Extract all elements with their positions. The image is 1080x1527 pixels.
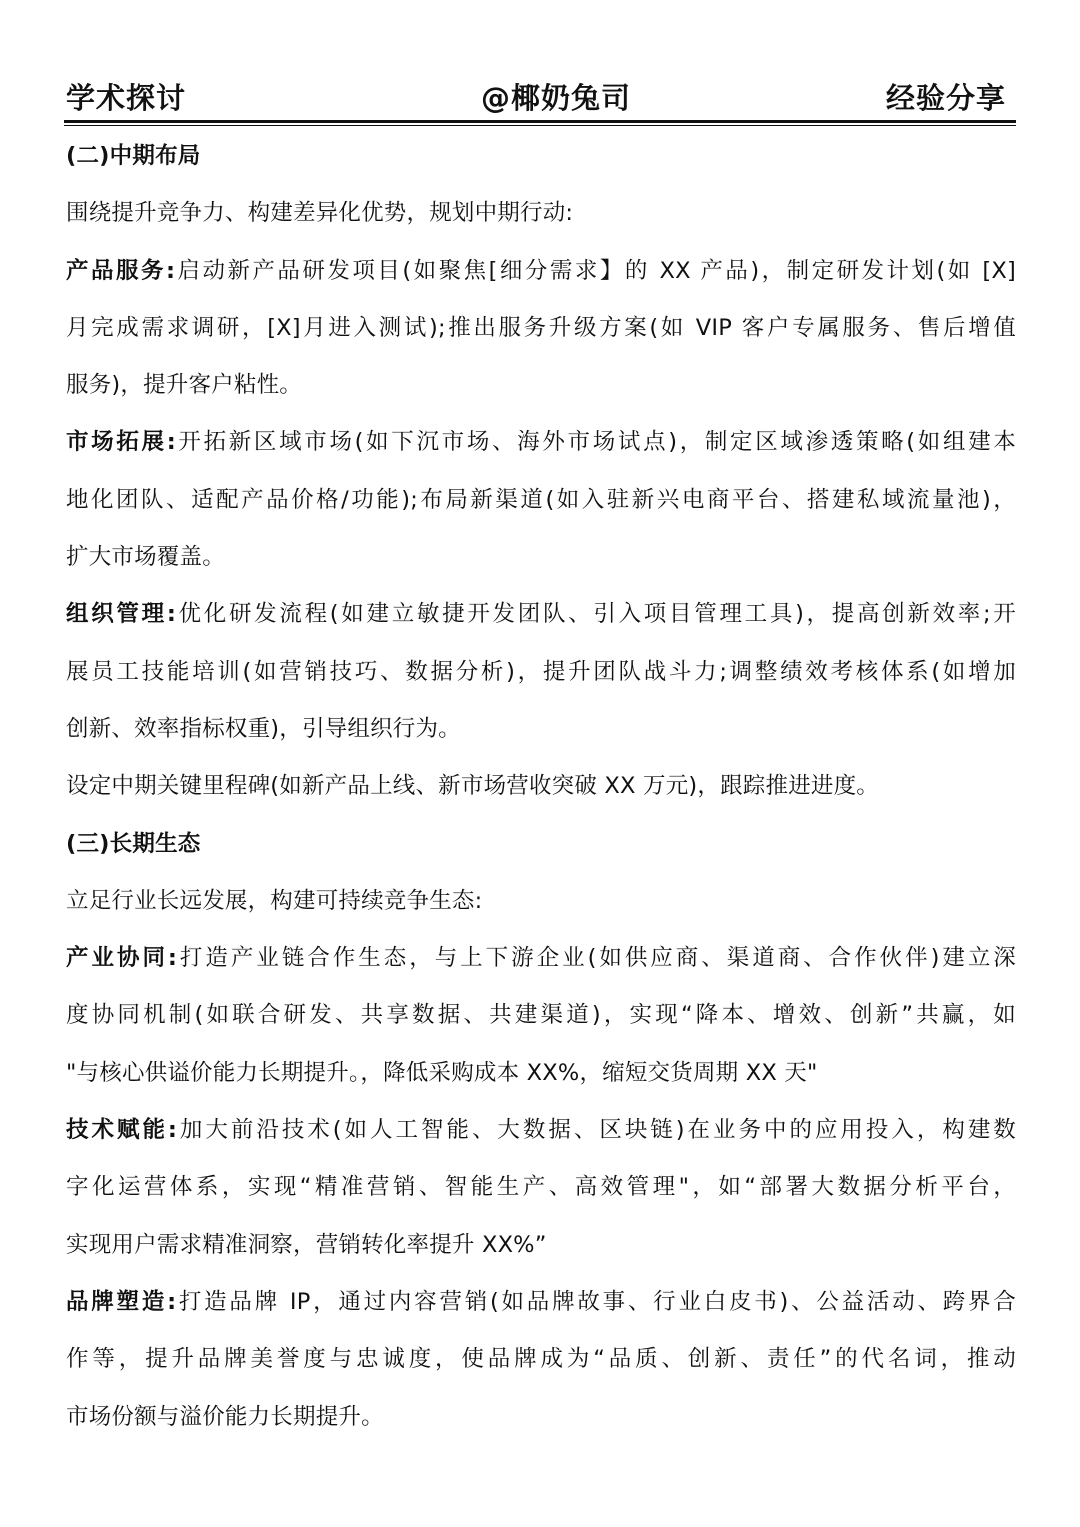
paragraph-line bbox=[66, 930, 1016, 987]
paragraph-lead: 品牌塑造: bbox=[66, 1288, 177, 1315]
paragraph-lead: 组织管理: bbox=[66, 601, 177, 628]
paragraph-tech-enablement bbox=[66, 1102, 1026, 1274]
paragraph-line bbox=[66, 1274, 1016, 1331]
header-rule-thick bbox=[64, 120, 1016, 123]
paragraph-line: 月完成需求调研，[X]月进入测试);推出服务升级方案(如 VIP 客户专属服务、售后增值 bbox=[66, 314, 1016, 341]
section-heading-longterm: (三)长期生态 bbox=[66, 830, 201, 857]
section-heading-midterm: (二)中期布局 bbox=[66, 143, 201, 169]
section-intro-midterm: 围绕提升竞争力、构建差异化优势，规划中期行动: bbox=[66, 200, 574, 227]
paragraph-line: 服务)，提升客户粘性。 bbox=[66, 372, 302, 399]
section-intro-longterm: 立足行业长远发展，构建可持续竞争生态: bbox=[66, 887, 483, 914]
paragraph-brand-building bbox=[66, 1274, 1026, 1446]
paragraph-milestone: 设定中期关键里程碑(如新产品上线、新市场营收突破 XX 万元)，跟踪推进进度。 bbox=[66, 773, 879, 800]
header-author: @椰奶兔司 bbox=[481, 81, 632, 115]
paragraph-lead: 市场拓展: bbox=[66, 429, 176, 456]
paragraph-text: 启动新产品研发项目(如聚焦[细分需求】的 XX 产品)，制定研发计划(如 [X] bbox=[175, 257, 1016, 284]
header-right-label: 经验分享 bbox=[885, 81, 1006, 115]
paragraph-text: 打造产业链合作生态，与上下游企业(如供应商、渠道商、合作伙伴)建立深 bbox=[177, 945, 1016, 972]
paragraph-lead: 产业协同: bbox=[66, 945, 178, 972]
paragraph-line: 展员工技能培训(如营销技巧、数据分析)，提升团队战斗力;调整绩效考核体系(如增加 bbox=[66, 658, 1016, 685]
paragraph-line: "与核心供谥价能力长期提升。，降低采购成本 XX%，缩短交货周期 XX 天" bbox=[66, 1059, 818, 1086]
paragraph-line bbox=[66, 586, 1016, 643]
paragraph-line: 扩大市场覆盖。 bbox=[66, 544, 225, 571]
header-left-label: 学术探讨 bbox=[66, 81, 187, 115]
paragraph-line bbox=[66, 414, 1016, 471]
page-header bbox=[66, 76, 1016, 120]
document-body bbox=[66, 128, 1026, 1446]
paragraph-text: 优化研发流程(如建立敏捷开发团队、引入项目管理工具)，提高创新效率;开 bbox=[176, 601, 1016, 628]
paragraph-line: 字化运营体系，实现“精准营销、智能生产、高效管理"，如“部署大数据分析平台， bbox=[66, 1174, 1016, 1201]
paragraph-text: 加大前沿技术(如人工智能、大数据、区块链)在业务中的应用投入，构建数 bbox=[177, 1117, 1016, 1144]
paragraph-line: 作等，提升品牌美誉度与忠诚度，使品牌成为“品质、创新、责任”的代名词，推动 bbox=[66, 1346, 1016, 1373]
paragraph-line: 创新、效率指标权重)，引导组织行为。 bbox=[66, 715, 461, 742]
paragraph-organization-management bbox=[66, 586, 1026, 758]
paragraph-lead: 技术赋能: bbox=[66, 1117, 178, 1144]
paragraph-line: 实现用户需求精准洞察，营销转化率提升 XX%” bbox=[66, 1231, 547, 1258]
paragraph-lead: 产品服务: bbox=[66, 257, 176, 284]
paragraph-text: 开拓新区域市场(如下沉市场、海外市场试点)，制定区域渗透策略(如组建本 bbox=[175, 429, 1016, 456]
header-rule-thin bbox=[64, 125, 1016, 126]
paragraph-text: 打造品牌 IP，通过内容营销(如品牌故事、行业白皮书)、公益活动、跨界合 bbox=[176, 1288, 1016, 1315]
paragraph-line: 地化团队、适配产品价格/功能);布局新渠道(如入驻新兴电商平台、搭建私域流量池)， bbox=[66, 486, 1016, 513]
paragraph-industry-synergy bbox=[66, 930, 1026, 1102]
paragraph-market-expansion bbox=[66, 414, 1026, 586]
paragraph-line: 市场份额与溢价能力长期提升。 bbox=[66, 1403, 384, 1430]
paragraph-product-service bbox=[66, 243, 1026, 415]
paragraph-line bbox=[66, 1102, 1016, 1159]
paragraph-line: 度协同机制(如联合研发、共享数据、共建渠道)，实现“降本、增效、创新”共赢，如 bbox=[66, 1002, 1016, 1029]
paragraph-line bbox=[66, 243, 1016, 300]
